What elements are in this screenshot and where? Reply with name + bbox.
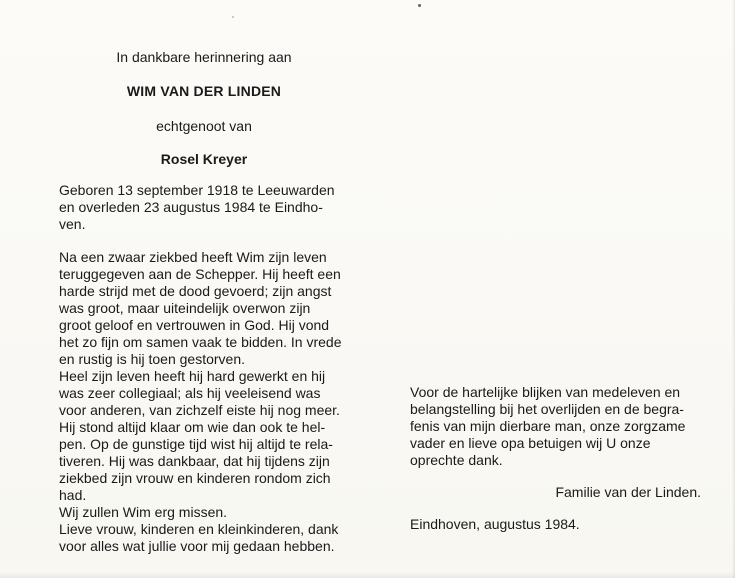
paper-speck — [232, 16, 234, 18]
memorial-intro: In dankbare herinnering aan — [116, 49, 292, 65]
memorial-left-panel — [59, 42, 349, 555]
family-signature: Familie van der Linden. — [555, 484, 701, 500]
place-date: Eindhoven, augustus 1984. — [410, 516, 580, 532]
thanks-right-panel — [410, 384, 706, 533]
birth-death-paragraph: Geboren 13 september 1918 te Leeuwarden en overleden 23 augustus 1984 te Eindho- ven. — [59, 182, 335, 232]
spouse-name: Rosel Kreyer — [160, 151, 248, 167]
spouse-intro: echtgenoot van — [156, 118, 252, 134]
deceased-name: WIM VAN DER LINDEN — [126, 83, 282, 99]
paper-speck — [418, 4, 421, 7]
biography-paragraph: Na een zwaar ziekbed heeft Wim zijn leven teruggegeven aan de Schepper. Hij heeft een harde strijd met de dood gevoerd; zijn angst was groot, maar uiteindelijk overwon zijn groot geloof en vertrouwen in God. Hij vond het zo fijn om samen vaak te bidden. In vrede en rustig is hij toen gestorven. Heel zijn leven heeft hij hard gewerkt en hij was zeer collegiaal; als hij veeleisend was voor anderen, van zichzelf eiste hij nog meer. Hij stond altijd klaar om wie dan ook te hel- pen. Op de gunstige tijd wist hij altijd te rela- tiveren. Hij was dankbaar, dat hij tijdens zijn ziekbed zijn vrouw en kinderen rondom zich had. Wij zullen Wim erg missen. Lieve vrouw, kinderen en kleinkinderen, dank voor alles wat jullie voor mij gedaan hebben. — [59, 249, 342, 554]
card-bottom-shadow — [0, 572, 735, 578]
thanks-paragraph: Voor de hartelijke blijken van medeleven en belangstelling bij het overlijden en de begra- fenis van mijn dierbare man, onze zorgzame vader en lieve opa betuigen wij U onze oprechte dank. — [410, 384, 686, 468]
